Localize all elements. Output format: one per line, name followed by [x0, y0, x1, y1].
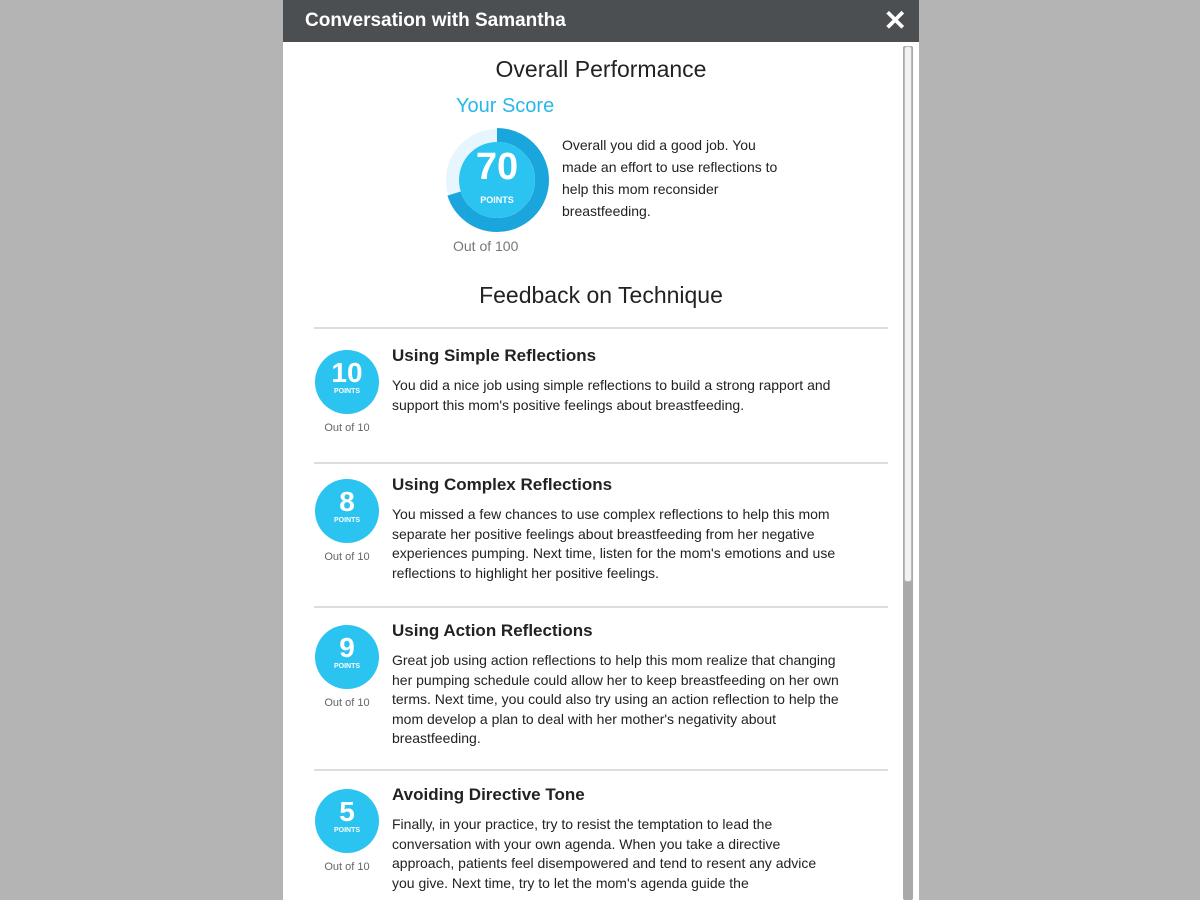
feedback-item-body: Finally, in your practice, try to resist the temptation to lead the conversation with your own agenda. When you take a directive approach, patients feel disempowered and tend to resent any advice you give. Next time, try to let the mom's agenda guide the: [392, 816, 817, 891]
points-badge: [315, 625, 379, 689]
points-out-of: Out of 10: [324, 861, 370, 873]
points-badge: [315, 789, 379, 853]
score-value: 70: [475, 146, 519, 188]
points-badge: [315, 479, 379, 543]
dialog-title: Conversation with Samantha: [305, 10, 566, 31]
points-label: POINTS: [333, 388, 361, 395]
feedback-item-body: You missed a few chances to use complex reflections to help this mom separate her positive feelings about breastfeeding from her negative experiences pumping. Next time, listen for the mom's emotions and use reflections to highlight her positive feelings.: [392, 506, 836, 581]
your-score-label: Your Score: [456, 95, 555, 117]
points-label: POINTS: [333, 827, 361, 834]
divider: [314, 462, 888, 464]
dialog-header: [283, 0, 919, 42]
points-value: 10: [331, 357, 363, 388]
feedback-title: Feedback on Technique: [479, 282, 723, 308]
points-badge: [315, 350, 379, 414]
feedback-item-title: Avoiding Directive Tone: [392, 785, 585, 804]
points-label: POINTS: [333, 517, 361, 524]
points-out-of: Out of 10: [324, 422, 370, 434]
feedback-item-title: Using Simple Reflections: [392, 346, 597, 365]
feedback-item-title: Using Complex Reflections: [392, 475, 613, 494]
divider: [314, 327, 888, 329]
score-points-label: POINTS: [480, 195, 514, 205]
points-value: 8: [339, 486, 355, 517]
points-value: 9: [339, 632, 355, 663]
scrollbar[interactable]: [903, 46, 913, 900]
points-label: POINTS: [333, 663, 361, 670]
overall-performance-title: Overall Performance: [495, 56, 707, 82]
points-out-of: Out of 10: [324, 551, 370, 563]
divider: [314, 769, 888, 771]
points-value: 5: [339, 796, 355, 827]
feedback-item-title: Using Action Reflections: [392, 621, 593, 640]
overall-summary: Overall you did a good job. You made an effort to use reflections to help this mom reconsider breastfeeding.: [562, 137, 778, 219]
close-icon[interactable]: ✕: [883, 5, 907, 36]
scrollbar-thumb[interactable]: [904, 46, 912, 582]
feedback-item-body: Great job using action reflections to help this mom realize that changing her pumping schedule could allow her to keep breastfeeding on her own terms. Next time, you could also try using an action reflection to help the mom develop a plan to deal with her mother's negativity about breastfeeding.: [392, 652, 839, 746]
conversation-dialog: [283, 0, 919, 900]
feedback-item-body: You did a nice job using simple reflections to build a strong rapport and support this mom's positive feelings about breastfeeding.: [392, 377, 831, 413]
points-out-of: Out of 10: [324, 697, 370, 709]
score-out-of: Out of 100: [453, 238, 519, 254]
divider: [314, 606, 888, 608]
